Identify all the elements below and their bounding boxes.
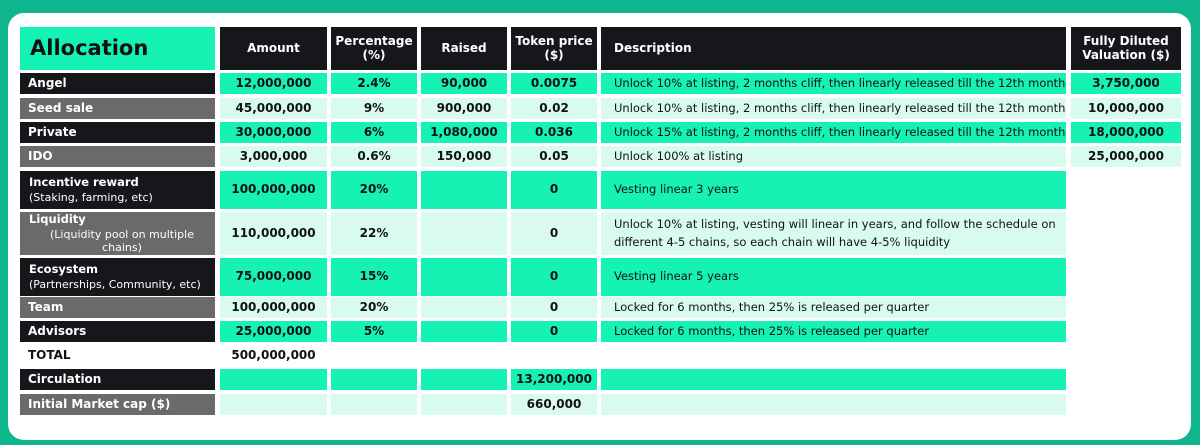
allocation-label: Advisors xyxy=(20,321,215,342)
description-cell: Unlock 15% at listing, 2 months cliff, then linearly released till the 12th month xyxy=(601,122,1066,143)
market-cap-empty-cell xyxy=(220,394,327,415)
raised-cell xyxy=(421,212,507,255)
raised-cell: 90,000 xyxy=(421,73,507,94)
allocation-title: Allocation xyxy=(20,27,215,70)
allocation-label-title: Ecosystem xyxy=(29,261,99,276)
amount-cell: 25,000,000 xyxy=(220,321,327,342)
percentage-header: Percentage (%) xyxy=(331,27,417,70)
market-cap-empty-cell xyxy=(601,394,1066,415)
token-price-cell: 0 xyxy=(511,297,597,318)
allocation-label xyxy=(20,212,215,255)
percentage-cell: 2.4% xyxy=(331,73,417,94)
market-cap-empty-cell xyxy=(421,394,507,415)
circulation-label: Circulation xyxy=(20,369,215,390)
amount-cell: 100,000,000 xyxy=(220,171,327,209)
circulation-value: 13,200,000 xyxy=(511,369,597,390)
percentage-cell: 20% xyxy=(331,297,417,318)
token-price-cell: 0.05 xyxy=(511,146,597,167)
total-amount: 500,000,000 xyxy=(220,345,327,366)
circulation-empty-cell xyxy=(331,369,417,390)
amount-cell: 12,000,000 xyxy=(220,73,327,94)
percentage-cell: 0.6% xyxy=(331,146,417,167)
fdv-cell: 3,750,000 xyxy=(1071,73,1181,94)
amount-cell: 30,000,000 xyxy=(220,122,327,143)
circulation-empty-cell xyxy=(421,369,507,390)
token-price-cell: 0 xyxy=(511,212,597,255)
circulation-empty-cell xyxy=(601,369,1066,390)
total-label: TOTAL xyxy=(20,345,215,366)
raised-cell: 150,000 xyxy=(421,146,507,167)
fdv-cell: 18,000,000 xyxy=(1071,122,1181,143)
raised-cell xyxy=(421,171,507,209)
allocation-label xyxy=(20,171,215,209)
amount-cell: 75,000,000 xyxy=(220,258,327,296)
percentage-cell: 5% xyxy=(331,321,417,342)
allocation-label-note: (Liquidity pool on multiple chains) xyxy=(50,227,194,254)
description-cell: Locked for 6 months, then 25% is released per quarter xyxy=(601,321,1066,342)
allocation-label xyxy=(20,258,215,296)
description-cell: Unlock 10% at listing, 2 months cliff, then linearly released till the 12th month xyxy=(601,73,1066,94)
percentage-cell: 6% xyxy=(331,122,417,143)
description-cell: Unlock 10% at listing, 2 months cliff, then linearly released till the 12th month xyxy=(601,98,1066,119)
amount-cell: 110,000,000 xyxy=(220,212,327,255)
market-cap-label: Initial Market cap ($) xyxy=(20,394,215,415)
token-price-cell: 0.036 xyxy=(511,122,597,143)
amount-cell: 45,000,000 xyxy=(220,98,327,119)
raised-cell: 900,000 xyxy=(421,98,507,119)
description-cell: Unlock 10% at listing, vesting will linear in years, and follow the schedule on different 4-5 chains, so each chain will have 4-5% liquidity xyxy=(601,212,1066,255)
allocation-label-note: (Partnerships, Community, etc) xyxy=(29,277,201,291)
raised-cell xyxy=(421,321,507,342)
amount-header: Amount xyxy=(220,27,327,70)
allocation-label: IDO xyxy=(20,146,215,167)
token-price-header: Token price ($) xyxy=(511,27,597,70)
percentage-cell: 22% xyxy=(331,212,417,255)
description-cell: Vesting linear 5 years xyxy=(601,258,1066,296)
allocation-label: Team xyxy=(20,297,215,318)
description-cell: Unlock 100% at listing xyxy=(601,146,1066,167)
fdv-header: Fully Diluted Valuation ($) xyxy=(1071,27,1181,70)
raised-cell: 1,080,000 xyxy=(421,122,507,143)
allocation-label-note: (Staking, farming, etc) xyxy=(29,190,153,204)
amount-cell: 100,000,000 xyxy=(220,297,327,318)
raised-cell xyxy=(421,297,507,318)
percentage-cell: 15% xyxy=(331,258,417,296)
market-cap-value: 660,000 xyxy=(511,394,597,415)
percentage-cell: 9% xyxy=(331,98,417,119)
amount-cell: 3,000,000 xyxy=(220,146,327,167)
percentage-cell: 20% xyxy=(331,171,417,209)
allocation-label: Seed sale xyxy=(20,98,215,119)
allocation-label-title: Incentive reward xyxy=(29,174,139,189)
token-price-cell: 0.0075 xyxy=(511,73,597,94)
token-price-cell: 0 xyxy=(511,258,597,296)
fdv-cell: 25,000,000 xyxy=(1071,146,1181,167)
description-header: Description xyxy=(601,27,1066,70)
token-price-cell: 0.02 xyxy=(511,98,597,119)
circulation-empty-cell xyxy=(220,369,327,390)
market-cap-empty-cell xyxy=(331,394,417,415)
description-cell: Vesting linear 3 years xyxy=(601,171,1066,209)
description-cell: Locked for 6 months, then 25% is released per quarter xyxy=(601,297,1066,318)
allocation-label-title: Liquidity xyxy=(29,211,86,226)
allocation-label: Angel xyxy=(20,73,215,94)
raised-header: Raised xyxy=(421,27,507,70)
fdv-cell: 10,000,000 xyxy=(1071,98,1181,119)
raised-cell xyxy=(421,258,507,296)
token-price-cell: 0 xyxy=(511,321,597,342)
allocation-label: Private xyxy=(20,122,215,143)
token-price-cell: 0 xyxy=(511,171,597,209)
